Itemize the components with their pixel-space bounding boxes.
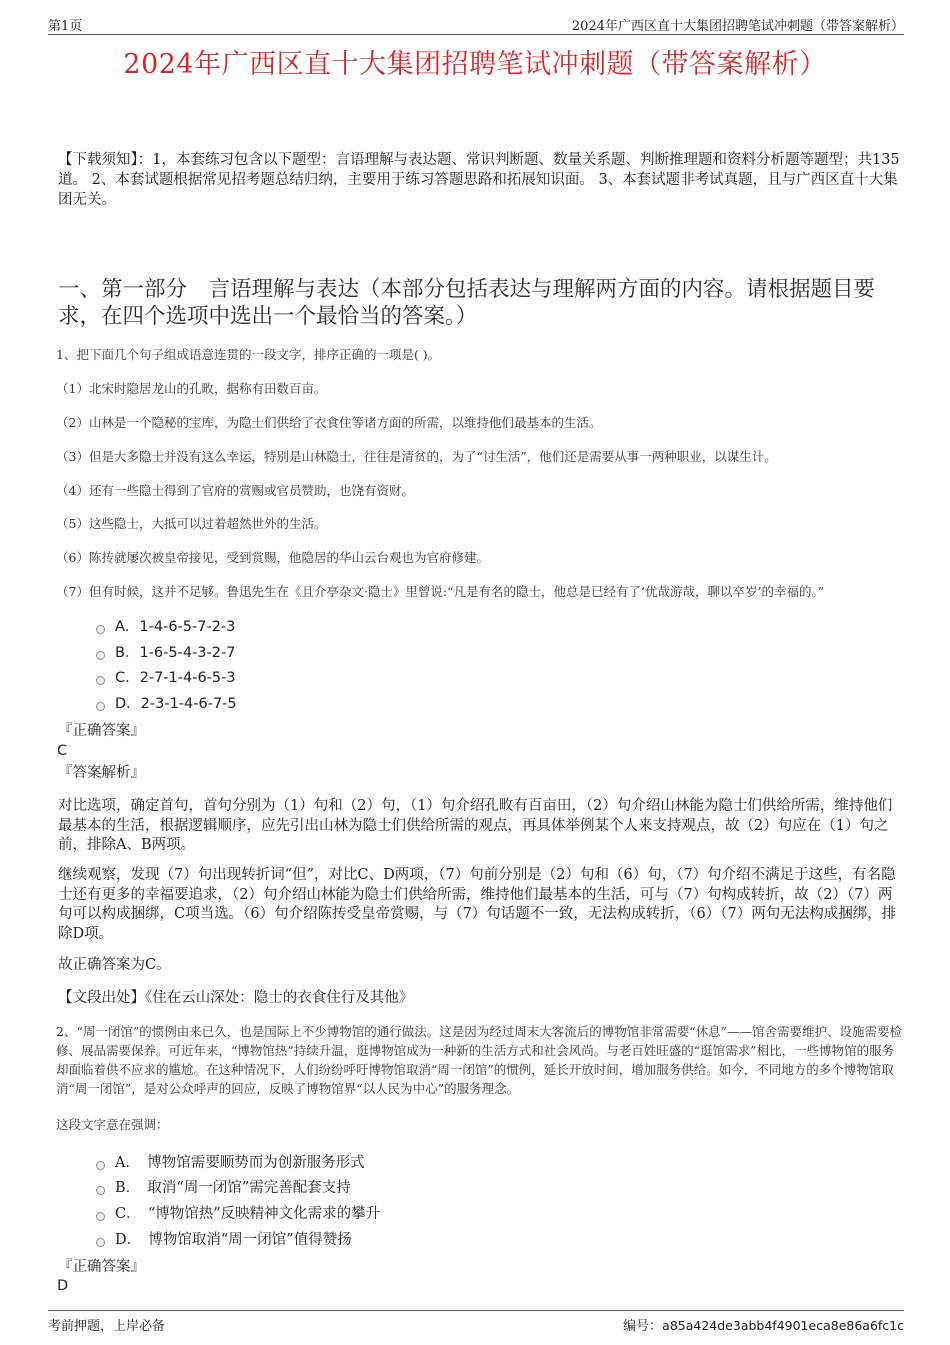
q1-stem: 1、把下面几个句子组成语意连贯的一段文字，排序正确的一项是( )。 [56, 347, 441, 362]
radio-button-icon [96, 625, 105, 634]
option-label: C．2-7-1-4-6-5-3 [115, 670, 236, 686]
q2-option-c[interactable] [96, 1203, 380, 1225]
radio-button-icon [96, 1238, 105, 1247]
footer-code-value: a85a424de3abb4f4901eca8e86a6fc1c [662, 1318, 904, 1333]
q1-option-d[interactable] [96, 693, 237, 715]
page-footer [48, 1310, 904, 1334]
document-title: 2024年广西区直十大集团招聘笔试冲刺题（带答案解析） [123, 49, 827, 80]
q1-analysis-paragraph: 继续观察，发现（7）句出现转折词“但”，对比C、D两项，（7）句前分别是（2）句和（6）句，（7）句介绍不满足于这些，有名隐士还有更多的幸福要追求，（2）句介绍山林能为隐士们供给所需，维持他们最基本的生活，可与（7）句构成转折，故（2）（7）两句可以构成捆绑，C项当选。（6）句介绍陈抟受皇帝赏赐，与（7）句话题不一致，无法构成转折，（6）（7）两句无法构成捆绑，排除D项。 [58, 867, 897, 942]
q2-option-b[interactable] [96, 1177, 351, 1199]
q1-option-c[interactable] [96, 667, 236, 689]
option-label: B．1-6-5-4-3-2-7 [115, 645, 236, 661]
option-label: D． 博物馆取消“周一闭馆”值得赞扬 [115, 1232, 352, 1248]
q1-sentence: （2）山林是一个隐秘的宝库，为隐士们供给了衣食住等诸方面的所需，以维持他们最基本的生活。 [56, 415, 602, 430]
option-label: A． 博物馆需要顺势而为创新服务形式 [115, 1155, 365, 1171]
page-header [48, 14, 904, 35]
footer-code-label: 编号： [623, 1319, 663, 1334]
q1-sentence: （7）但有时候，这并不足够。鲁迅先生在《且介亭杂文·隐士》里曾说:“凡是有名的隐士，他总是已经有了‘优哉游哉，聊以卒岁’的幸福的。” [56, 584, 825, 599]
radio-button-icon [96, 1212, 105, 1221]
q2-answer-label: 『正确答案』 [58, 1259, 145, 1275]
q1-option-b[interactable] [96, 642, 235, 664]
q1-sentence: （6）陈抟就屡次被皇帝接见，受到赏赐，他隐居的华山云台观也为官府修建。 [56, 550, 489, 565]
q1-answer: C [57, 743, 68, 759]
option-label: A．1-4-6-5-7-2-3 [115, 619, 236, 635]
q1-sentence: （1）北宋时隐居龙山的孔畋，据称有田数百亩。 [56, 381, 327, 396]
radio-button-icon [96, 1161, 105, 1170]
q1-sentence: （5）这些隐士，大抵可以过着超然世外的生活。 [56, 516, 327, 531]
radio-button-icon [96, 702, 105, 711]
option-label: C． “博物馆热”反映精神文化需求的攀升 [115, 1206, 381, 1222]
option-label: B． 取消“周一闭馆”需完善配套支持 [115, 1180, 351, 1196]
radio-button-icon [96, 651, 105, 660]
section-heading: 一、第一部分 言语理解与表达（本部分包括表达与理解两方面的内容。请根据题目要求，在四个选项中选出一个最恰当的答案。） [58, 277, 876, 329]
q1-analysis-paragraph: 对比选项，确定首句，首句分别为（1）句和（2）句，（1）句介绍孔畋有百亩田，（2）句介绍山林能为隐士们供给所需，维持他们最基本的生活，根据逻辑顺序，应先引出山林为隐士们供给所需的观点，再具体举例某个人来支持观点，故（2）句应在（1）句之前，排除A、B两项。 [58, 798, 893, 853]
option-label: D．2-3-1-4-6-7-5 [115, 696, 237, 712]
header-doc-title: 2024年广西区直十大集团招聘笔试冲刺题（带答案解析） [571, 19, 904, 34]
download-notice: 【下载须知】：1，本套练习包含以下题型：言语理解与表达题、常识判断题、数量关系题、判断推理题和资料分析题等题型；共135道。 2、本套试题根据常见招考题总结归纳，主要用于练习答题思路和拓展知识面。 3、本套试题非考试真题，且与广西区直十大集团无关。 [58, 152, 900, 208]
q2-question: 这段文字意在强调： [56, 1117, 169, 1132]
q1-source: 【文段出处】《住在云山深处：隐士的衣食住行及其他》 [58, 990, 414, 1006]
q2-option-a[interactable] [96, 1152, 365, 1174]
q1-sentence: （3）但是大多隐士并没有这么幸运，特别是山林隐士，往往是清贫的，为了“讨生活”，他们还是需要从事一两种职业，以谋生计。 [56, 449, 777, 464]
radio-button-icon [96, 676, 105, 685]
radio-button-icon [96, 1186, 105, 1195]
page-number: 第1页 [48, 19, 83, 34]
q2-stem: 2、“周一闭馆”的惯例由来已久，也是国际上不少博物馆的通行做法。这是因为经过周末大客流后的博物馆非常需要“休息”——馆舍需要维护、设施需要检修、展品需要保养。可近年来，“博物馆热”持续升温，逛博物馆成为一种新的生活方式和社会风尚。与老百姓旺盛的“逛馆需求”相比，一些博物馆的服务却面临着供不应求的尴尬。在这种情况下，人们纷纷呼吁博物馆取消“周一闭馆”的惯例，延长开放时间，增加服务供给。如今，不同地方的多个博物馆取消“周一闭馆”，是对公众呼声的回应，反映了博物馆界“以人民为中心”的服务理念。 [56, 1024, 903, 1096]
q1-analysis-conclusion: 故正确答案为C。 [58, 957, 171, 973]
q2-answer: D [57, 1278, 69, 1294]
footer-code [623, 1315, 904, 1334]
q2-option-d[interactable] [96, 1229, 352, 1251]
q1-analysis-label: 『答案解析』 [58, 765, 145, 781]
footer-slogan: 考前押题，上岸必备 [48, 1319, 166, 1334]
q1-sentence: （4）还有一些隐士得到了官府的赏赐或官员赞助，也饶有资财。 [56, 483, 414, 498]
q1-answer-label: 『正确答案』 [58, 723, 145, 739]
q1-option-a[interactable] [96, 616, 235, 638]
